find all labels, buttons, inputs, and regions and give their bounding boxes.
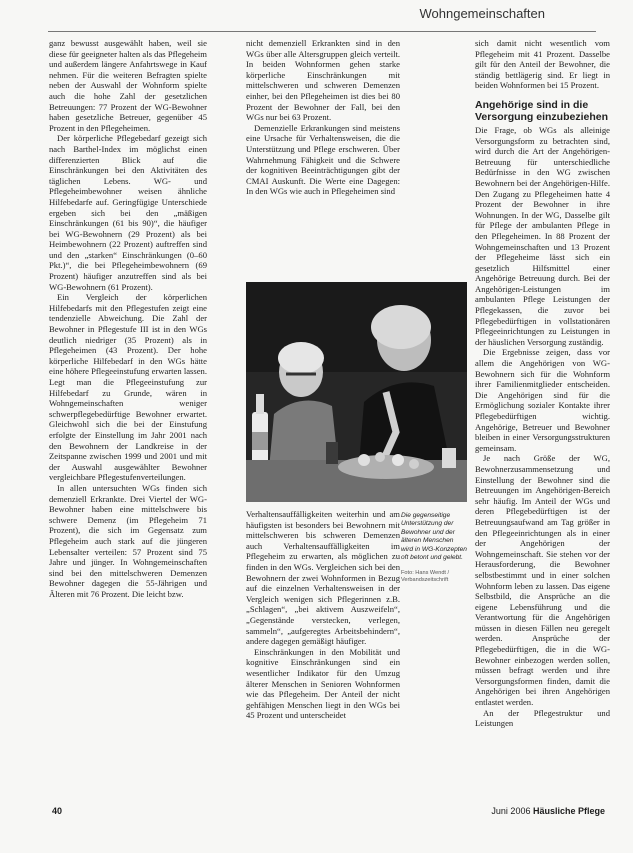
paragraph: Einschränkungen in den Mobilität und kognitive Einschränkungen sind ein wesentlicher Indikator für den Umzug älterer Menschen in Senioren Wohnformen wie das Pflegeheim. Der Anteil der nicht gehfähigen Menschen liegt in den WGs bei 45 Prozent und unterscheidet [246, 646, 400, 721]
photo-caption: Die gegenseitige Unterstützung der Bewohner und der älteren Menschen wird in WG-Konzepten oft betont und gelebt. [401, 512, 467, 562]
paragraph: Der körperliche Pflegebedarf gezeigt sich nach Barthel-Index im möglichst einen differenzierten Blick auf die Einschränkungen bei den Aktivitäten des täglichen Lebens. WG- und Pflegeheimbewohner weisen ähnliche Hilfebedarfe auf. Geringfügige Unterschiede ergeben sich bei den „mäßigen Einschränkungen (61 bis 90)“, die häufiger bei WG-Bewohnern (29 Prozent) als bei Heimbewohnern (22 Prozent) auftreffen sind und den „starken“ Einschränkungen (0–60 Pkt.)“, die bei Pflegeheimbewohnern (69 Prozent) häufiger anzutreffen sind als bei WG-Bewohnern (61 Prozent). [49, 133, 207, 292]
subheading: Angehörige sind in die Versorgung einzubeziehen [475, 98, 609, 123]
paragraph: Ein Vergleich der körperlichen Hilfebedarfs mit den Pflegestufen zeigt eine tendenzielle Abweichung. Die Zahl der Bewohner in Pflegestufe III ist in den WGs deutlich niedriger (35 Prozent) als in Pflegeheimen (43 Prozent). Der hohe körperliche Hilfebedarf in den WGs hätte eine höhere Pflegeeinstufung erwarten lassen. Legt man die Pflegeeinstufung zur Hilfebedarf zu Grunde, wären in Wohngemeinschaften weniger schwerpflegebedürftige Bewohner erwartet. Gleichwohl sich die bei der Einstufung erfolgte der Einstellung im Jahr 2001 nach den Bewohnern der Landkreise in der Zeitspanne zwischen 1999 und 2001 und mit der Auswahl ausgewählter Bewohner vergleichbare Pflegestufenverteilungen. [49, 292, 207, 483]
paragraph: An der Pflegestruktur und Leistungen [475, 707, 610, 729]
paragraph: Die Ergebnisse zeigen, dass vor allem die Angehörigen von WG-Bewohnern sich für die Wohnform ihrer Familienmitglieder entscheiden. Die Angehörigen sind für die Ermöglichung sozialer Kontakte ihrer Pflegebedürftigen wichtig. Angehörige, Betreuer und Bewohner bleiben in einer Versorgungsstrukturen gemeinsam. [475, 347, 610, 453]
photo-credit: Foto: Hans Wendt / Verbandszeitschrift [401, 570, 450, 583]
header-rule [48, 31, 596, 32]
photo-illustration [246, 282, 467, 502]
section-title: Wohngemeinschaften [419, 6, 545, 21]
paragraph: Demenzielle Erkrankungen sind meistens eine Ursache für Verhaltensweisen, die die Unterstützung und Pflege erschweren. Über Wahrnehmung Fähigkeit und die Schwere der kognitiven Beeinträchtigungen gibt der CMAI Auskunft. Die Werte eine Dagegen: In den WGs wie auch in Pflegeheimen sind [246, 122, 400, 197]
issue-line [491, 806, 605, 816]
text-column-3 [475, 38, 610, 794]
text-column-1 [49, 38, 207, 794]
paragraph: ganz bewusst ausgewählt haben, weil sie diese für geeigneter halten als das Pflegeheim und außerdem längere Anfahrtswege in Kauf nehmen. Für die weiteren Befragten spielte neben der Auswahl der Wohnform spielte auch die hohe Zahl der gesetzlichen Betreuungen: 77 Prozent der WG-Bewohner haben gesetzliche Betreuer, gegenüber 45 Prozent in den Pflegeheimen. [49, 38, 207, 133]
issue-date: Juni 2006 [491, 806, 533, 816]
article-photo [246, 282, 467, 502]
paragraph: Verhaltensauffälligkeiten weiterhin und am häufigsten ist besonders bei Bewohnern mit mittelschweren bis schweren Demenzen auch Verhaltensauffälligkeiten im Pflegeheim zu erwarten, als möglichen zu finden in den WGs. Vergleichen sich bei den Bewohnern der zwei Wohnformen in Bezug auf die einzelnen Verhaltensweisen in der Vergleich wenigen sich Pflegerinnen z.B. „Schlagen“, „bei aktivem Auszweifeln“, „Gegenstände verstecken, verlegen, sammeln“, „aufgeregtes Arbeitsbehindern“, andere dagegen gemäßigt häufiger. [246, 509, 400, 647]
paragraph: In allen untersuchten WGs finden sich demenziell Erkrankte. Drei Viertel der WG-Bewohner haben eine mittelschwere bis schwere Demenz (im Pflegeheim 71 Prozent), die sich im Gegensatz zum Pflegeheim auch stark auf die jüngeren Lebensalter verteilen: 57 Prozent sind 75 Jahre und jünger. In Wohngemeinschaften sind bei den mittelschweren Demenzen Bewohner dagegen die 55-Jährigen und Älteren mit 76 Prozent. Die leicht bzw. [49, 482, 207, 599]
page-number: 40 [52, 806, 63, 816]
paragraph: Die Frage, ob WGs als alleinige Versorgungsform zu betrachten sind, wird durch die Art der Angehörigen-Betreuung für unterschiedliche Bedürfnisse in den WG zwischen Bewohnern bei der Angehörigen-Hilfe. Den Zugang zu Pflegeheimen hatte 4 Prozent der Bewohner in ihre Wohnungen. In der WG, Dasselbe gilt für Pflege der ambulanten Pflege in den Pflegeheimen. In 88 Prozent der Wohngemeinschaften und 13 Prozent der Pflegeheime lässt sich ein gesetzlich Hilfsmittel einer Angehörige Betreuung durch. Bei der Angehörigen-Leistungen im ambulanten Pflege Leistungen der Pflegekassen, die zuvor bei Pflegebedürftigen in vollstationären Pflegeeinrichtungen zu Leistungen in der häuslichen Versorgung zuständig. [475, 124, 610, 347]
magazine-name: Häusliche Pflege [532, 806, 605, 816]
paragraph: sich damit nicht wesentlich vom Pflegeheim mit 41 Prozent. Dasselbe gilt für den Anteil der Bewohner, die ständig bettlägerig sind. Er liegt in beiden Wohnformen bei 15 Prozent. [475, 38, 610, 91]
paragraph: nicht demenziell Erkrankten sind in den WGs über alle Altersgruppen gleich verteilt. In beiden Wohnformen gehen starke körperliche Einschränkungen mit mittelschweren und schweren Demenzen einher, bei den Pflegeheimen ist dies bei 80 Prozent der Bewohner der Fall, bei den WGs nur bei 63 Prozent. [246, 38, 400, 123]
paragraph: Je nach Größe der WG, Bewohnerzusammensetzung und Einstellung der Bewohner sind die Betreuungen im Angehörigen-Bereich sehr häufig. Im Anteil der WGs und deren Pflegebedürftigen ist der Betreuungsaufwand am Tag größer in den Pflegeeinrichtungen als in einer der Angehörigen der Wohngemeinschaft. Sie stehen vor der Herausforderung, die Bewohner selbstbestimmt und in einer solchen Wohnform leben zu lassen. Das eigene Selbstbild, die Ansprüche an die eigene Lebensführung und die Verantwortung für die Angehörigen müssen in diesen Fällen neu geregelt werden. Ansprüche der Pflegebedürftigen, die in die WG-Bewohner einbezogen werden sollen, müssen befragt werden und ihre Versorgungsformen finden, damit die Angehörigen bei ihren Angehörigen entlastet werden. [475, 453, 610, 708]
text-column-2-top [246, 38, 400, 260]
text-column-2-bottom [246, 509, 400, 794]
